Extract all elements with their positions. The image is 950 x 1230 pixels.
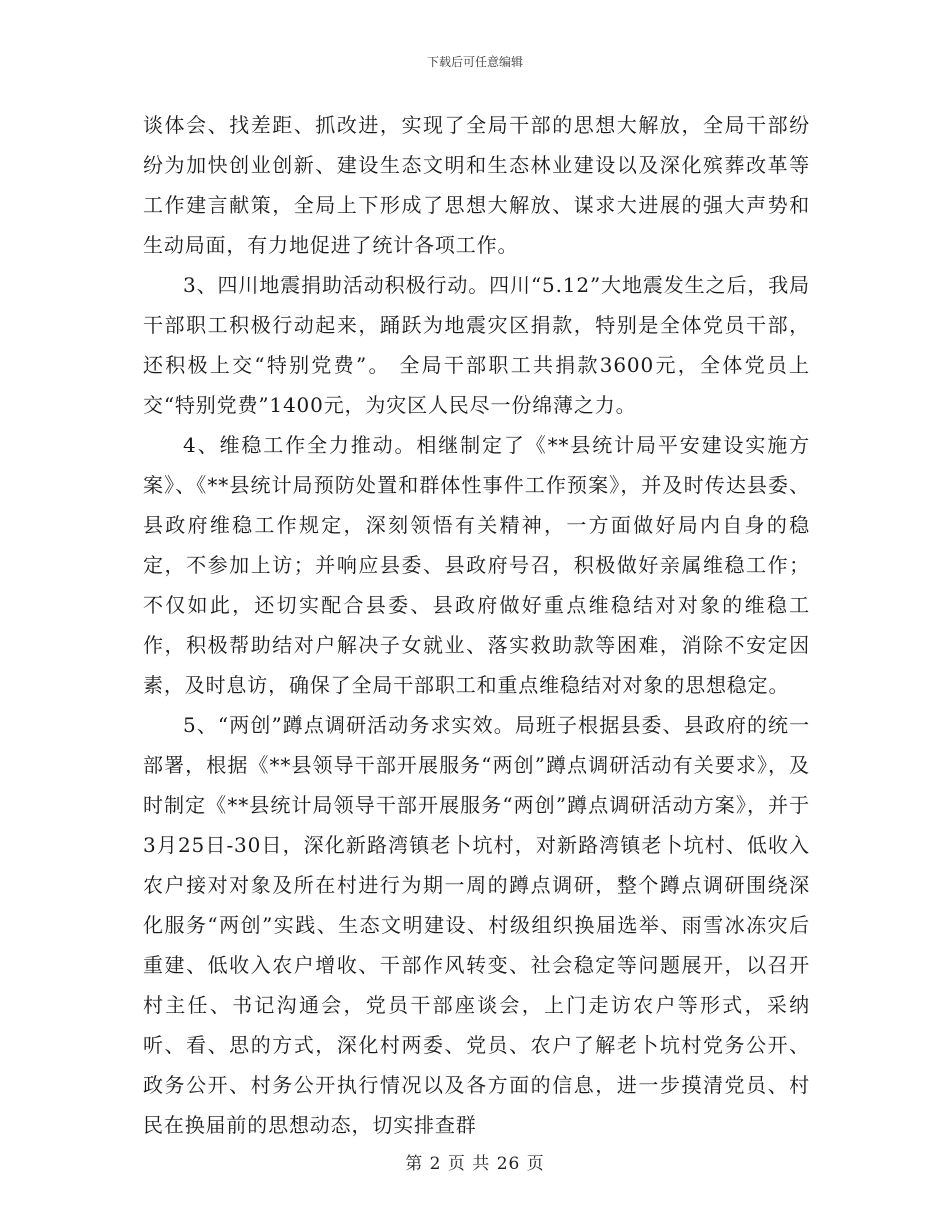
paragraph-stability-work: 4、维稳工作全力推动。相继制定了《**县统计局平安建设实施方案》、《**县统计局预防处置和群体性事件工作预案》，并及时传达县委、县政府维稳工作规定，深刻领悟有关精神，一方面做好局内自身的稳定，不参加上访；并响应县委、县政府号召，积极做好亲属维稳工作；不仅如此，还切实配合县委、县政府做好重点维稳结对对象的维稳工作，积极帮助结对户解决子女就业、落实救助款等困难，消除不安定因素，及时息访，确保了全局干部职工和重点维稳结对对象的思想稳定。 xyxy=(143,433,810,697)
document-body xyxy=(143,105,810,1145)
paragraph-continuation: 谈体会、找差距、抓改进，实现了全局干部的思想大解放，全局干部纷纷为加快创业创新、建设生态文明和生态林业建设以及深化殡葬改革等工作建言献策，全局上下形成了思想大解放、谋求大进展的强大声势和生动局面，有力地促进了统计各项工作。 xyxy=(143,113,810,257)
paragraph-field-research: 5、“两创”蹲点调研活动务求实效。局班子根据县委、县政府的统一部署，根据《**县领导干部开展服务“两创”蹲点调研活动有关要求》，及时制定《**县统计局领导干部开展服务“两创”蹲点调研活动方案》，并于3月25日-30日，深化新路湾镇老卜坑村，对新路湾镇老卜坑村、低收入农户接对对象及所在村进行为期一周的蹲点调研，整个蹲点调研围绕深化服务“两创”实践、生态文明建设、村级组织换届选举、雨雪冰冻灾后重建、低收入农户增收、干部作风转变、社会稳定等问题展开，以召开村主任、书记沟通会，党员干部座谈会，上门走访农户等形式，采纳听、看、思的方式，深化村两委、党员、农户了解老卜坑村党务公开、政务公开、村务公开执行情况以及各方面的信息，进一步摸清党员、村民在换届前的思想动态，切实排查群 xyxy=(143,713,810,1137)
paragraph-earthquake-donation: 3、四川地震捐助活动积极行动。四川“5.12”大地震发生之后，我局干部职工积极行动起来，踊跃为地震灾区捐款，特别是全体党员干部，还积极上交“特别党费”。 全局干部职工共捐款3600元，全体党员上交“特别党费”1400元，为灾区人民尽一份绵薄之力。 xyxy=(143,273,810,417)
page-header-note: 下载后可任意编辑 xyxy=(426,55,523,69)
page-number-footer: 第 2 页 共 26 页 xyxy=(405,1154,545,1174)
